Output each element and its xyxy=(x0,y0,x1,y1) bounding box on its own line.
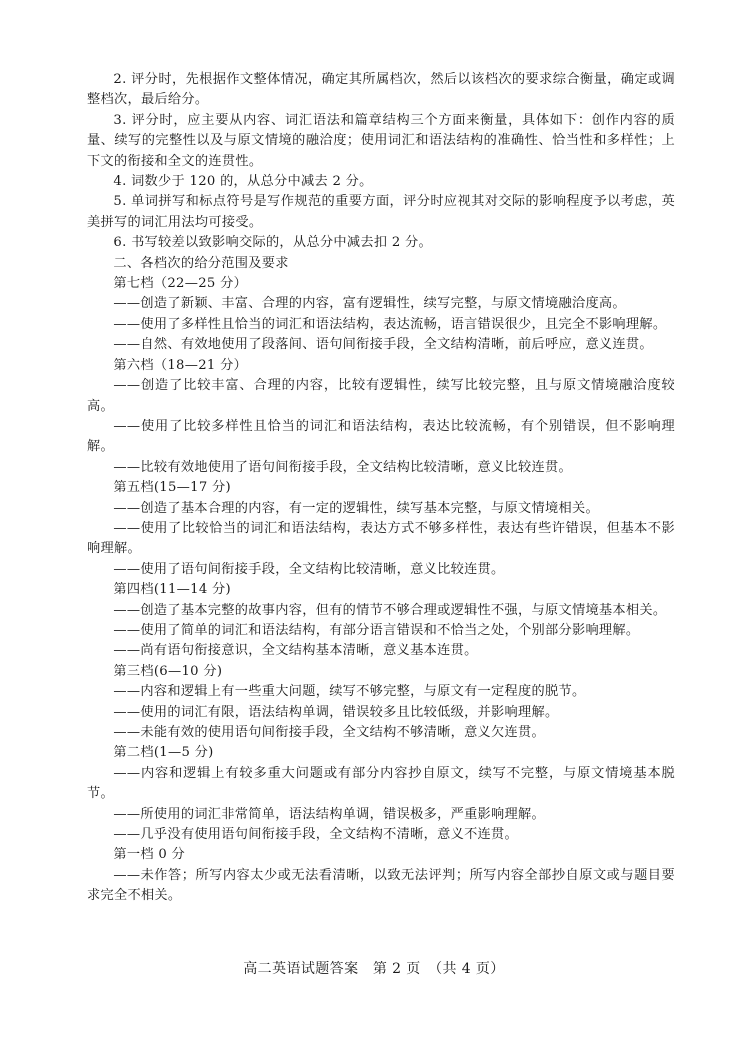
grade-7-item: ——自然、有效地使用了段落间、语句间衔接手段，全文结构清晰，前后呼应，意义连贯。 xyxy=(113,337,653,353)
answer-key-body xyxy=(87,70,675,907)
grade-5-heading: 第五档(15—17 分) xyxy=(113,480,231,496)
grade-3-item: ——内容和逻辑上有一些重大问题，续写不够完整，与原文有一定程度的脱节。 xyxy=(113,684,586,700)
grade-2-item: ——内容和逻辑上有较多重大问题或有部分内容抄自原文，续写不完整，与原文情境基本脱节。 xyxy=(87,765,675,802)
rule-2: 2. 评分时，先根据作文整体情况，确定其所属档次，然后以该档次的要求综合衡量，确定或调整档次，最后给分。 xyxy=(87,72,675,108)
grade-4-heading: 第四档(11—14 分) xyxy=(113,582,231,598)
grade-2-heading: 第二档(1—5 分) xyxy=(113,745,214,761)
grade-2-item: ——几乎没有使用语句间衔接手段，全文结构不清晰，意义不连贯。 xyxy=(113,827,519,843)
grade-5-item: ——使用了语句间衔接手段，全文结构比较清晰，意义比较连贯。 xyxy=(113,561,505,577)
rule-3: 3. 评分时，应主要从内容、词汇语法和篇章结构三个方面来衡量，具体如下：创作内容的质量、续写的完整性以及与原文情境的融洽度；使用词汇和语法结构的准确性、恰当性和多样性；上下文的衔接和全文的连贯性。 xyxy=(87,112,675,169)
grade-3-item: ——使用的词汇有限，语法结构单调，错误较多且比较低级，并影响理解。 xyxy=(113,704,559,720)
grade-7-item: ——创造了新颖、丰富、合理的内容，富有逻辑性，续写完整，与原文情境融洽度高。 xyxy=(113,296,626,312)
grade-6-item: ——使用了比较多样性且恰当的词汇和语法结构，表达比较流畅，有个别错误，但不影响理解。 xyxy=(87,418,675,455)
grade-1-heading: 第一档 0 分 xyxy=(113,847,186,863)
grade-6-heading: 第六档（18—21 分） xyxy=(113,357,248,373)
grade-4-item: ——创造了基本完整的故事内容，但有的情节不够合理或逻辑性不强，与原文情境基本相关。 xyxy=(113,602,667,618)
grade-7-heading: 第七档（22—25 分） xyxy=(113,276,248,292)
rule-4: 4. 词数少于 120 的，从总分中减去 2 分。 xyxy=(113,174,373,190)
grade-3-heading: 第三档(6—10 分) xyxy=(113,663,223,679)
grade-7-item: ——使用了多样性且恰当的词汇和语法结构，表达流畅，语言错误很少，且完全不影响理解。 xyxy=(113,316,667,332)
page-footer: 高二英语试题答案 第 2 页 （共 4 页） xyxy=(243,961,505,977)
rule-6: 6. 书写较差以致影响交际的，从总分中减去扣 2 分。 xyxy=(113,235,432,251)
grade-5-item: ——使用了比较恰当的词汇和语法结构，表达方式不够多样性，表达有些许错误，但基本不影响理解。 xyxy=(87,520,675,557)
grade-6-item: ——创造了比较丰富、合理的内容，比较有逻辑性，续写比较完整，且与原文情境融洽度较高。 xyxy=(87,378,675,414)
grade-2-item: ——所使用的词汇非常简单，语法结构单调，错误极多，严重影响理解。 xyxy=(113,806,545,822)
grade-5-item: ——创造了基本合理的内容，有一定的逻辑性，续写基本完整，与原文情境相关。 xyxy=(113,500,599,516)
section-heading: 二、各档次的给分范围及要求 xyxy=(113,255,289,271)
grade-1-item: ——未作答；所写内容太少或无法看清晰，以致无法评判；所写内容全部抄自原文或与题目要求完全不相关。 xyxy=(87,867,675,904)
grade-3-item: ——未能有效的使用语句间衔接手段，全文结构不够清晰，意义欠连贯。 xyxy=(113,725,545,740)
grade-6-item: ——比较有效地使用了语句间衔接手段，全文结构比较清晰，意义比较连贯。 xyxy=(113,459,572,475)
grade-4-item: ——尚有语句衔接意识，全文结构基本清晰，意义基本连贯。 xyxy=(113,643,478,659)
rule-5: 5. 单词拼写和标点符号是写作规范的重要方面，评分时应视其对交际的影响程度予以考虑，英美拼写的词汇用法均可接受。 xyxy=(87,194,675,230)
grade-4-item: ——使用了简单的词汇和语法结构，有部分语言错误和不恰当之处，个别部分影响理解。 xyxy=(113,622,640,638)
